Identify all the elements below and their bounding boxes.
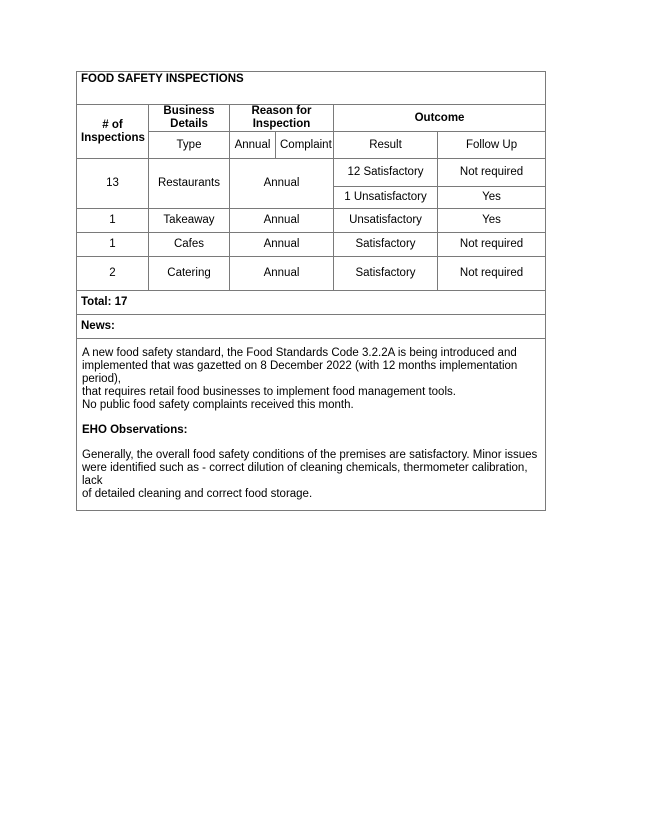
header-type: Type — [149, 132, 230, 159]
header-complaint: Complaint — [276, 132, 334, 159]
header-result: Result — [334, 132, 438, 159]
row-reason: Annual — [230, 233, 334, 257]
header-business-details: Business Details — [149, 105, 230, 132]
row-reason: Annual — [230, 257, 334, 291]
row-count: 1 — [77, 209, 149, 233]
row-reason: Annual — [230, 159, 334, 209]
table-row — [77, 233, 546, 257]
eho-label: EHO Observations: — [82, 424, 188, 436]
news-label: News: — [77, 315, 546, 339]
header-annual: Annual — [230, 132, 276, 159]
eho-line: were identified such as - correct dilution of cleaning chemicals, thermometer calibration, lack — [82, 462, 528, 487]
header-inspections: # of Inspections — [77, 105, 149, 159]
row-result: Satisfactory — [334, 257, 438, 291]
eho-line: of detailed cleaning and correct food storage. — [82, 488, 313, 500]
row-result: Satisfactory — [334, 233, 438, 257]
row-type: Cafes — [149, 233, 230, 257]
row-count: 2 — [77, 257, 149, 291]
news-line: implemented that was gazetted on 8 December 2022 (with 12 months implementation period), — [82, 360, 518, 385]
row-count: 1 — [77, 233, 149, 257]
total-label: Total: 17 — [77, 291, 546, 315]
row-type: Restaurants — [149, 159, 230, 209]
row-follow-up: Yes — [438, 209, 546, 233]
row-follow-up: Not required — [438, 233, 546, 257]
table-row — [77, 257, 546, 291]
row-type: Catering — [149, 257, 230, 291]
row-type: Takeaway — [149, 209, 230, 233]
eho-line: Generally, the overall food safety conditions of the premises are satisfactory. Minor issues — [82, 449, 538, 461]
row-follow-up: Yes — [438, 187, 546, 209]
row-result: Unsatisfactory — [334, 209, 438, 233]
row-count: 13 — [77, 159, 149, 209]
row-follow-up: Not required — [438, 159, 546, 187]
row-result: 12 Satisfactory — [334, 159, 438, 187]
row-result: 1 Unsatisfactory — [334, 187, 438, 209]
row-reason: Annual — [230, 209, 334, 233]
header-reason: Reason for Inspection — [230, 105, 334, 132]
news-line: that requires retail food businesses to implement food management tools. — [82, 386, 456, 398]
row-follow-up: Not required — [438, 257, 546, 291]
table-row — [77, 159, 546, 187]
news-line: No public food safety complaints received this month. — [82, 399, 354, 411]
header-follow-up: Follow Up — [438, 132, 546, 159]
food-safety-table — [76, 71, 546, 511]
table-row — [77, 209, 546, 233]
news-line: A new food safety standard, the Food Standards Code 3.2.2A is being introduced and — [82, 347, 517, 359]
news-body — [77, 339, 546, 511]
header-outcome: Outcome — [334, 105, 546, 132]
table-title: FOOD SAFETY INSPECTIONS — [77, 72, 546, 105]
